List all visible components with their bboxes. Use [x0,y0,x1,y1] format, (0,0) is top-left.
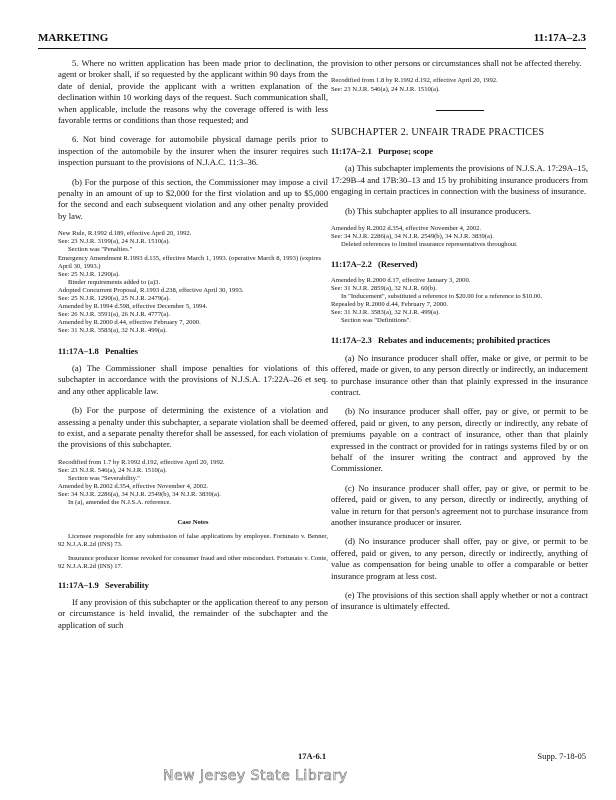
history-line: Deleted references to limited insurance representatives throughout. [341,241,518,249]
supplement-date: Supp. 7-18-05 [537,751,586,761]
history-line: Repealed by R.2000 d.44, February 7, 2000. [331,301,449,308]
library-watermark: New Jersey State Library [163,768,348,784]
history-line: See: 23 N.J.R. 546(a), 24 N.J.R. 1510(a). [58,466,167,474]
section-number: 11:17A–2.3 [331,335,372,346]
section-1-8-paragraph-b: (b) For the purpose of determining the existence of a violation and assessing a penalty under this subchapter, a separate violation shall be deemed to exist, and a separate penalty therefor shall be assessed, for each violation of the provisions of this subchapter. [58,405,328,450]
section-title: Purpose; scope [377,146,434,156]
section-title: Rebates and inducements; prohibited practices [377,335,551,346]
history-line: Amended by R.2000 d.44, effective February 7, 2000. [58,319,201,327]
page-header [38,32,586,49]
left-column [58,58,328,639]
page-number: 17A-6.1 [298,751,327,761]
section-2-3-paragraph-b: (b) No insurance producer shall offer, pay or give, or permit to be offered, paid or given, to any person, directly or indirectly, any rebate of premiums payable on a contract of insurance, other than that plainly expressed in the contract or provided for in ratings systems filed by or on behalf of the insurer writing the contract and approved by the Commissioner. [331,406,588,474]
history-line: In (a), amended the N.J.S.A. reference. [68,499,172,507]
history-line: Amended by R.2002 d.354, effective November 4, 2002. [58,483,209,491]
section-heading-2-2 [331,259,588,270]
history-line: Recodified from 1.8 by R.1992 d.192, effective April 20, 1992. [331,77,498,85]
section-2-3-paragraph-c: (c) No insurance producer shall offer, pay or give, or permit to be offered, paid or given, to any person, directly or indirectly, anything of value in return for that person's agreement not to purchase insurance from another insurance producer or insurer. [331,482,588,527]
section-divider [436,110,484,111]
history-note-1 [58,230,328,335]
section-heading-2-1 [331,146,588,157]
paragraph-b: (b) For the purpose of this section, the Commissioner may impose a civil penalty in an amount of up to $2,000 for the first violation and up to $5,000 for the second and each subsequent violation and any other penalty provided by law. [58,176,328,221]
history-line: Section was "Severability." [68,474,140,482]
history-line: See: 31 N.J.R. 3583(a), 32 N.J.R. 499(a). [331,309,440,317]
section-heading-1-8 [58,346,328,357]
history-line: See: 31 N.J.R. 2859(a), 32 N.J.R. 60(b). [331,284,437,292]
paragraph-item-6: 6. Not bind coverage for automobile physical damage perils prior to inspection of the automobile by the insurer when the insurer requires such inspection pursuant to the provisions of N.J.A.C. 11:3–36. [58,134,328,168]
history-line: See: 23 N.J.R. 546(a), 24 N.J.R. 1510(a). [331,85,440,93]
history-line: See: 25 N.J.R. 1290(a), 25 N.J.R. 2479(a). [58,295,171,303]
section-title: (Reserved) [377,259,418,270]
section-1-9-text: If any provision of this subchapter or the application thereof to any person or circumstance is held invalid, the remainder of the subchapter and the application of such [58,596,328,630]
history-line: Amended by R.2002 d.354, effective November 4, 2002. [331,225,482,233]
history-line: In "Inducement", substituted a reference to $20.00 for a reference to $10.00. [341,292,543,300]
header-chapter-title: MARKETING [38,32,109,44]
history-line: Binder requirements added to (a)3. [68,278,161,286]
history-line: See: 26 N.J.R. 3591(a), 26 N.J.R. 4777(a). [58,311,171,319]
case-note: Licensee responsible for any submission of false applications by employee. Fortunato v. Benner, 92 N.J.A.R.2d (INS) 73. [58,532,328,548]
section-2-3-paragraph-e: (e) The provisions of this section shall apply whether or not a contract of insurance is ultimately effected. [331,590,588,612]
section-2-1-paragraph-b: (b) This subchapter applies to all insurance producers. [345,205,531,216]
history-line: Adopted Concurrent Proposal, R.1993 d.238, effective April 30, 1993. [58,286,244,294]
continued-paragraph: provision to other persons or circumstances shall not be affected thereby. [331,58,582,68]
history-line: Emergency Amendment R.1993 d.135, effective March 1, 1993. (operative March 8, 1993) (expires April 30, 1993.) [58,254,322,270]
history-line: Amended by R.1994 d.598, effective December 5, 1994. [58,303,208,311]
case-notes-heading: Case Notes [177,519,209,527]
section-title: Severability [104,579,149,590]
section-heading-1-9 [58,580,328,591]
history-line: Section was "Penalties." [68,246,133,254]
history-note-5 [331,277,588,326]
history-line: See: 23 N.J.R. 3199(a), 24 N.J.R. 1510(a). [58,238,171,246]
history-line: Recodified from 1.7 by R.1992 d.192, effective April 20, 1992. [58,458,225,466]
section-heading-2-3 [331,335,588,346]
section-2-3-paragraph-d: (d) No insurance producer shall offer, pay or give, or permit to be offered, paid or given, to any person, directly or indirectly, anything of value as compensation for being unable to offer a comparable or better insurance program at less cost. [331,536,588,581]
paragraph-item-5: 5. Where no written application has been made prior to declination, the agent or broker shall, if so requested by the applicant within 90 days from the date of denial, provide the applicant with a written explanation of the declination within 10 working days of the request. Such communication shall, when applicable, include the reasons why the coverage offered is with less favorable terms or conditions than those requested; and [58,58,328,126]
section-number: 11:17A–2.1 [331,146,372,156]
history-note-4 [331,225,588,249]
section-1-8-paragraph-a: (a) The Commissioner shall impose penalties for violations of this subchapter in accordance with the provisions of N.J.S.A. 17:22A–26 et seq. and any other applicable law. [58,362,328,396]
history-line: See: 34 N.J.R. 2286(a), 34 N.J.R. 2549(b), 34 N.J.R. 3839(a). [58,491,221,499]
history-line: New Rule, R.1992 d.189, effective April 20, 1992. [58,230,192,238]
section-2-1-paragraph-a: (a) This subchapter implements the provisions of N.J.S.A. 17:29A–15, 17:29B–4 and 17B:30–13 and 15 by prohibiting insurance producers from engaging in certain practices in connection with the business of insurance. [331,163,588,197]
header-section-range: 11:17A–2.3 [533,32,586,44]
history-line: Amended by R.2000 d.17, effective January 3, 2000. [331,276,471,284]
history-note-2 [58,459,328,508]
section-number: 11:17A–1.8 [58,345,99,356]
case-note: Insurance producer license revoked for consumer fraud and other misconduct. Fortunato v. Conte, 92 N.J.A.R.2d (INS) 17. [58,555,328,571]
section-number: 11:17A–1.9 [58,579,99,590]
history-line: Section was "Definitions". [341,317,412,325]
section-title: Penalties [104,345,138,356]
section-number: 11:17A–2.2 [331,259,372,270]
right-column [331,58,588,621]
history-line: See: 25 N.J.R. 1290(a). [58,270,120,278]
section-2-3-paragraph-a: (a) No insurance producer shall offer, make or give, or permit to be offered, made or given, to any person directly or indirectly, an inducement to purchase insurance other than that plainly expressed in the insurance contract. [331,352,588,397]
history-note-3 [331,77,588,93]
subchapter-heading: SUBCHAPTER 2. UNFAIR TRADE PRACTICES [331,126,545,138]
history-line: See: 34 N.J.R. 2286(a), 34 N.J.R. 2549(b), 34 N.J.R. 3839(a). [331,233,494,241]
history-line: See: 31 N.J.R. 3583(a), 32 N.J.R. 499(a). [58,327,167,335]
